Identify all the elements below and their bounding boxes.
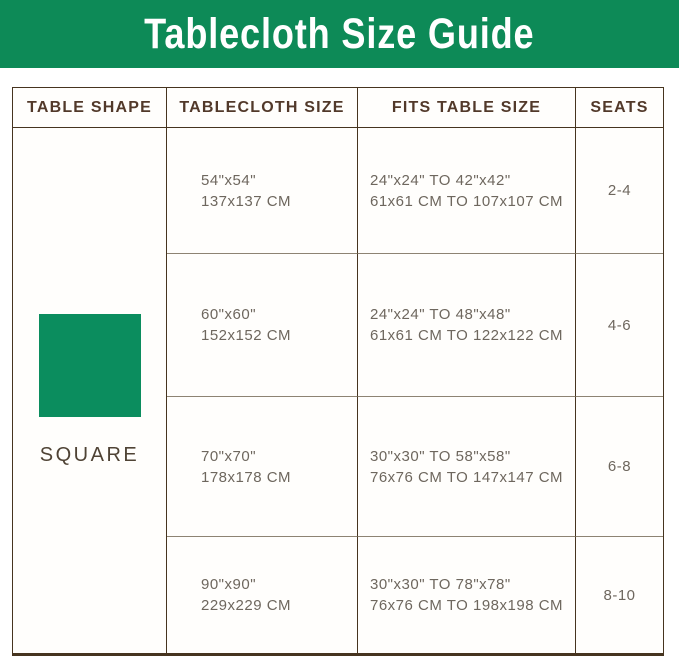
fits-size-inches: 24"x24" TO 42"x42" [370,171,511,189]
table-row-2-fits-table-size [358,254,576,397]
table-row-4-seats [576,537,663,653]
tablecloth-size-cm: 229x229 CM [201,597,292,614]
size-guide-table [12,87,664,656]
tablecloth-size-inches: 60"x60" [201,306,257,323]
tablecloth-size-inches: 70"x70" [201,447,257,465]
fits-size-inches: 24"x24" TO 48"x48" [370,306,511,323]
fits-size-cm: 61x61 CM TO 107x107 CM [370,192,564,210]
table-row-4-tablecloth-size [167,537,358,653]
table-row-3-fits-table-size [358,397,576,537]
seats-value: 2-4 [607,182,632,199]
seats-value: 6-8 [607,458,632,475]
fits-size-inches: 30"x30" TO 58"x58" [370,447,511,465]
page-title: Tablecloth Size Guide [144,9,535,58]
table-row-1-tablecloth-size [167,128,358,254]
shape-label: SQUARE [39,444,140,466]
column-header-table-shape: TABLE SHAPE [13,88,167,128]
fits-size-inches: 30"x30" TO 78"x78" [370,576,511,593]
table-shape-cell [13,128,167,653]
table-row-1-fits-table-size [358,128,576,254]
tablecloth-size-cm: 178x178 CM [201,468,292,486]
fits-size-cm: 61x61 CM TO 122x122 CM [370,327,564,344]
column-header-seats: SEATS [576,88,663,128]
table-row-1-seats [576,128,663,254]
table-row-3-tablecloth-size [167,397,358,537]
square-shape-swatch [39,314,141,417]
column-header-tablecloth-size: TABLECLOTH SIZE [167,88,358,128]
table-row-3-seats [576,397,663,537]
table-row-2-seats [576,254,663,397]
tablecloth-size-cm: 137x137 CM [201,192,292,210]
title-bar [0,0,679,68]
seats-value: 4-6 [607,316,632,334]
tablecloth-size-inches: 54"x54" [201,171,257,189]
fits-size-cm: 76x76 CM TO 198x198 CM [370,597,564,614]
seats-value: 8-10 [603,586,636,604]
tablecloth-size-cm: 152x152 CM [201,327,292,344]
tablecloth-size-inches: 90"x90" [201,576,257,593]
table-row-4-fits-table-size [358,537,576,653]
fits-size-cm: 76x76 CM TO 147x147 CM [370,468,564,486]
column-header-fits-table-size: FITS TABLE SIZE [358,88,576,128]
table-row-2-tablecloth-size [167,254,358,397]
